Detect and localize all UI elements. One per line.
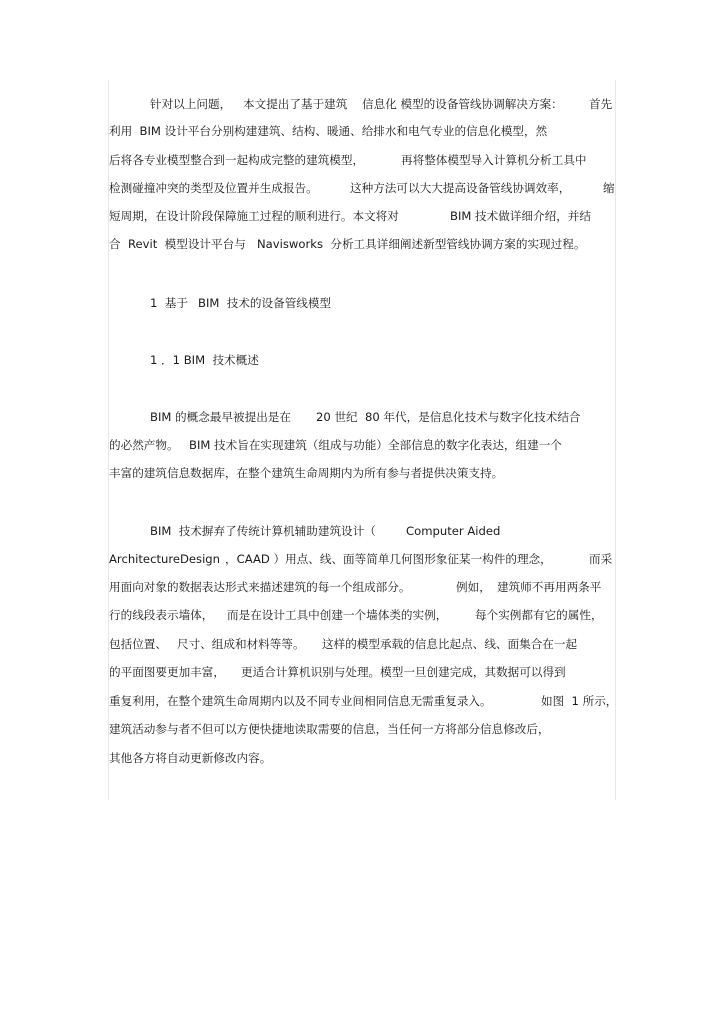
- text-segment: 更适合计算机识别与处理。模型一旦创建完成，其数据可以得到: [241, 665, 566, 679]
- intro-line-1: [0, 94, 725, 114]
- text-segment: 而采: [589, 552, 613, 566]
- text-segment: BIM 的概念最早被提出是在: [150, 410, 291, 424]
- para1-line-1: [0, 407, 725, 427]
- subheading-title: 1 ．1 BIM 技术概述: [150, 353, 259, 367]
- text-segment: 的平面图要更加丰富，: [109, 665, 225, 679]
- text-segment: BIM 技术做详细介绍，并结: [450, 209, 591, 223]
- text-segment: 检测碰撞冲突的类型及位置并生成报告。: [109, 181, 318, 195]
- intro-line-5: [0, 206, 725, 226]
- text-segment: 再将整体模型导入计算机分析工具中: [401, 153, 587, 167]
- text-segment: 这样的模型承载的信息比起点、线、面集合在一起: [322, 637, 578, 651]
- text-segment: 的必然产物。: [109, 438, 179, 452]
- text-segment: 例如，: [456, 580, 491, 594]
- text-segment: 首先: [589, 97, 613, 111]
- text-segment: BIM 技术摒弃了传统计算机辅助建筑设计（: [150, 524, 376, 538]
- text-segment: Navisworks 分析工具详细阐述新型管线协调方案的实现过程。: [257, 237, 586, 251]
- para2-line-2: [0, 549, 725, 569]
- text-segment: 用面向对象的数据表达形式来描述建筑的每一个组成部分。: [109, 580, 411, 594]
- intro-line-6: [0, 234, 725, 254]
- heading-title: BIM 技术的设备管线模型: [198, 296, 332, 310]
- text-segment: 行的线段表示墙体，: [109, 608, 214, 622]
- text-segment: 合 Revit 模型设计平台与: [109, 237, 246, 251]
- text-segment: 本文提出了基于建筑: [243, 97, 348, 111]
- text-segment: 尺寸、组成和材料等等。: [177, 637, 305, 651]
- para2-line-1: [0, 521, 725, 541]
- para2-line-3: [0, 577, 725, 597]
- para1-line-2: [0, 435, 725, 455]
- para2-line-9: [0, 748, 725, 768]
- text-segment: 缩: [603, 181, 615, 195]
- text-segment: 而是在设计工具中创建一个墙体类的实例，: [227, 608, 448, 622]
- section-heading: [0, 293, 725, 313]
- text-segment: 建筑活动参与者不但可以方便快捷地读取需要的信息，当任何一方将部分信息修改后，: [109, 722, 550, 736]
- text-segment: 丰富的建筑信息数据库，在整个建筑生命周期内为所有参与者提供决策支持。: [109, 466, 504, 480]
- text-segment: 利用 BIM 设计平台分别构建建筑、结构、暖通、给排水和电气专业的信息化模型，然: [109, 124, 548, 138]
- text-segment: 包括位置、: [109, 637, 167, 651]
- text-segment: 重复利用，在整个建筑生命周期内以及不同专业间相同信息无需重复录入。: [109, 694, 492, 708]
- text-segment: 后将各专业模型整合到一起构成完整的建筑模型，: [109, 153, 365, 167]
- intro-line-3: [0, 150, 725, 170]
- text-segment: 其他各方将自动更新修改内容。: [109, 751, 272, 765]
- text-segment: 建筑师不再用两条平: [497, 580, 602, 594]
- text-segment: ArchitectureDesign: [109, 552, 221, 566]
- para2-line-6: [0, 662, 725, 682]
- text-segment: Computer Aided: [406, 524, 501, 538]
- text-segment: 如图 1 所示，: [541, 694, 618, 708]
- para2-line-4: [0, 605, 725, 625]
- para1-line-3: [0, 463, 725, 483]
- text-segment: ，CAAD ）用点、线、面等简单几何图形象征某一构件的理念，: [225, 552, 552, 566]
- para2-line-8: [0, 719, 725, 739]
- intro-line-4: [0, 178, 725, 198]
- text-segment: BIM 技术旨在实现建筑（组成与功能）全部信息的数字化表达，组建一个: [189, 438, 562, 452]
- heading-number: 1 基于: [150, 296, 188, 310]
- text-segment: 针对以上问题，: [150, 97, 232, 111]
- text-segment: 20 世纪 80 年代，是信息化技术与数字化技术结合: [316, 410, 581, 424]
- intro-line-2: [0, 121, 725, 141]
- text-segment: 每个实例都有它的属性，: [475, 608, 603, 622]
- para2-line-5: [0, 634, 725, 654]
- subsection-heading: [0, 350, 725, 370]
- para2-line-7: [0, 691, 725, 711]
- text-segment: 这种方法可以大大提高设备管线协调效率，: [350, 181, 571, 195]
- text-segment: 信息化 模型的设备管线协调解决方案：: [362, 97, 563, 111]
- text-segment: 短周期，在设计阶段保障施工过程的顺利进行。本文将对: [109, 209, 399, 223]
